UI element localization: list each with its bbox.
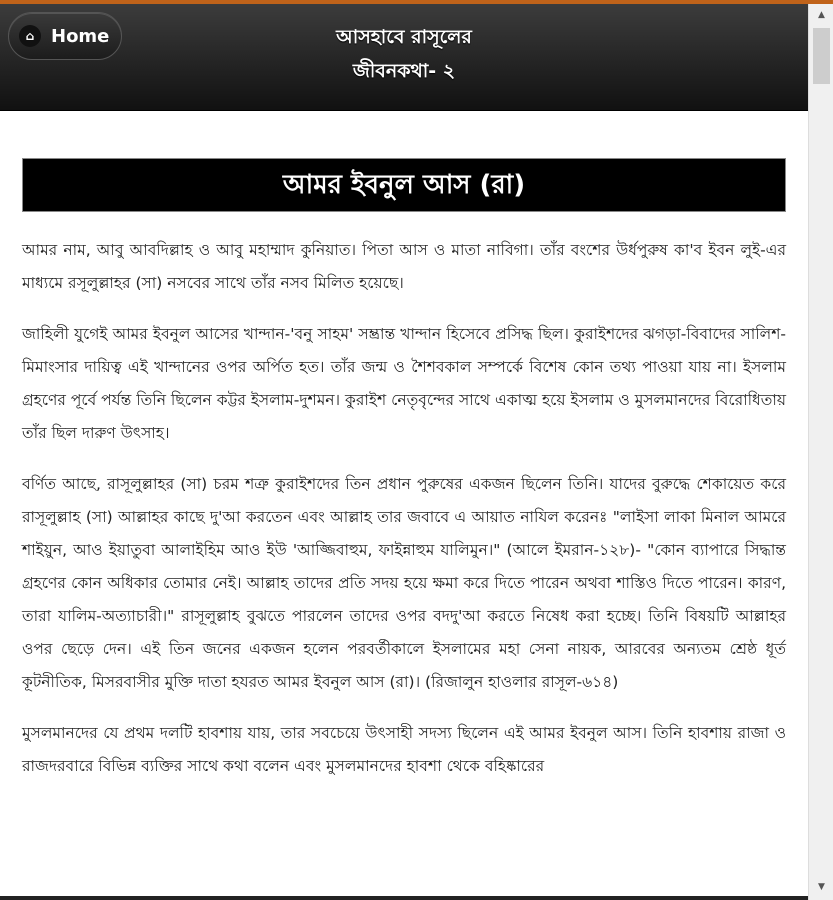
paragraph: মুসলমানদের যে প্রথম দলটি হাবশায় যায়, তার সবচেয়ে উৎসাহী সদস্য ছিলেন এই আমর ইবনুল আস। তিনি হাবশায় রাজা ও রাজদরবারে বিভিন্ন ব্যক্তির সাথে কথা বলেন এবং মুসলমানদের হাবশা থেকে বহিষ্কারের	[22, 724, 786, 775]
paragraph: জাহিলী যুগেই আমর ইবনুল আসের খান্দান-'বনু সাহম' সম্ভ্রান্ত খান্দান হিসেবে প্রসিদ্ধ ছিল। কুরাইশদের ঝগড়া-বিবাদের সালিশ-মিমাংসার দায়িত্ব এই খান্দানের ওপর অর্পিত হত। তাঁর জন্ম ও শৈশবকাল সম্পর্কে বিশেষ কোন তথ্য পাওয়া যায় না। ইসলাম গ্রহণের পূর্বে পর্যন্ত তিনি ছিলেন কট্টর ইসলাম-দুশমন। কুরাইশ নেতৃবৃন্দের সাথে একাত্ম হয়ে ইসলাম ও মুসলমানদের বিরোধিতায় তাঁর ছিল দারুণ উৎসাহ।	[22, 325, 786, 442]
scroll-up-arrow-icon[interactable]: ▲	[818, 10, 825, 20]
paragraph: বর্ণিত আছে, রাসূলুল্লাহর (সা) চরম শত্রু কুরাইশদের তিন প্রধান পুরুষের একজন ছিলেন তিনি। যাদের বুরুদ্ধে শেকায়েত করে রাসূলুল্লাহ (সা) আল্লাহর কাছে দু'আ করতেন এবং আল্লাহ তার জবাবে এ আয়াত নাযিল করেনঃ "লাইসা লাকা মিনাল আমরে শাইয়ুন, আও ইয়াতুবা আলাইহিম আও ইউ 'আজ্জিবাহুম, ফাইন্নাহুম যালিমুন।" (আলে ইমরান-১২৮)- "কোন ব্যাপারে সিদ্ধান্ত গ্রহণের কোন অধিকার তোমার নেই। আল্লাহ তাদের প্রতি সদয় হয়ে ক্ষমা করে দিতে পারেন অথবা শাস্তিও দিতে পারেন। কারণ, তারা যালিম-অত্যাচারী।" রাসূলুল্লাহ বুঝতে পারলেন তাদের ওপর বদদু'আ করতে নিষেধ করা হচ্ছে। তিনি বিষয়টি আল্লাহর ওপর ছেড়ে দেন। এই তিন জনের একজন হলেন পরবর্তীকালে ইসলামের মহা সেনা নায়ক, আরবের অন্যতম শ্রেষ্ঠ ধূর্ত কূটনীতিক, মিসরবাসীর মুক্তি দাতা হযরত আমর ইবনুল আস (রা)। (রিজালুন হাওলার রাসূল-৬১৪)	[22, 475, 786, 691]
scrollbar-thumb[interactable]	[813, 28, 830, 84]
home-icon: ⌂	[19, 25, 41, 47]
title-line-2: জীবনকথা- ২	[352, 60, 456, 82]
vertical-scrollbar[interactable]	[808, 4, 833, 900]
article	[22, 158, 786, 801]
home-label: Home	[51, 25, 110, 47]
scroll-down-arrow-icon[interactable]: ▼	[818, 882, 825, 892]
article-heading: আমর ইবনুল আস (রা)	[22, 158, 786, 212]
title-line-1: আসহাবে রাসূলের	[336, 26, 472, 48]
home-button[interactable]	[8, 12, 122, 60]
paragraph: আমর নাম, আবু আবদিল্লাহ ও আবু মহাম্মাদ কুনিয়াত। পিতা আস ও মাতা নাবিগা। তাঁর বংশের উর্ধপুরুষ কা'ব ইবন লুই-এর মাধ্যমে রসূলুল্লাহর (সা) নসবের সাথে তাঁর নসব মিলিত হয়েছে।	[22, 241, 786, 292]
page-title	[250, 20, 558, 88]
window-bottom-border	[0, 896, 808, 900]
app-header	[0, 4, 808, 111]
